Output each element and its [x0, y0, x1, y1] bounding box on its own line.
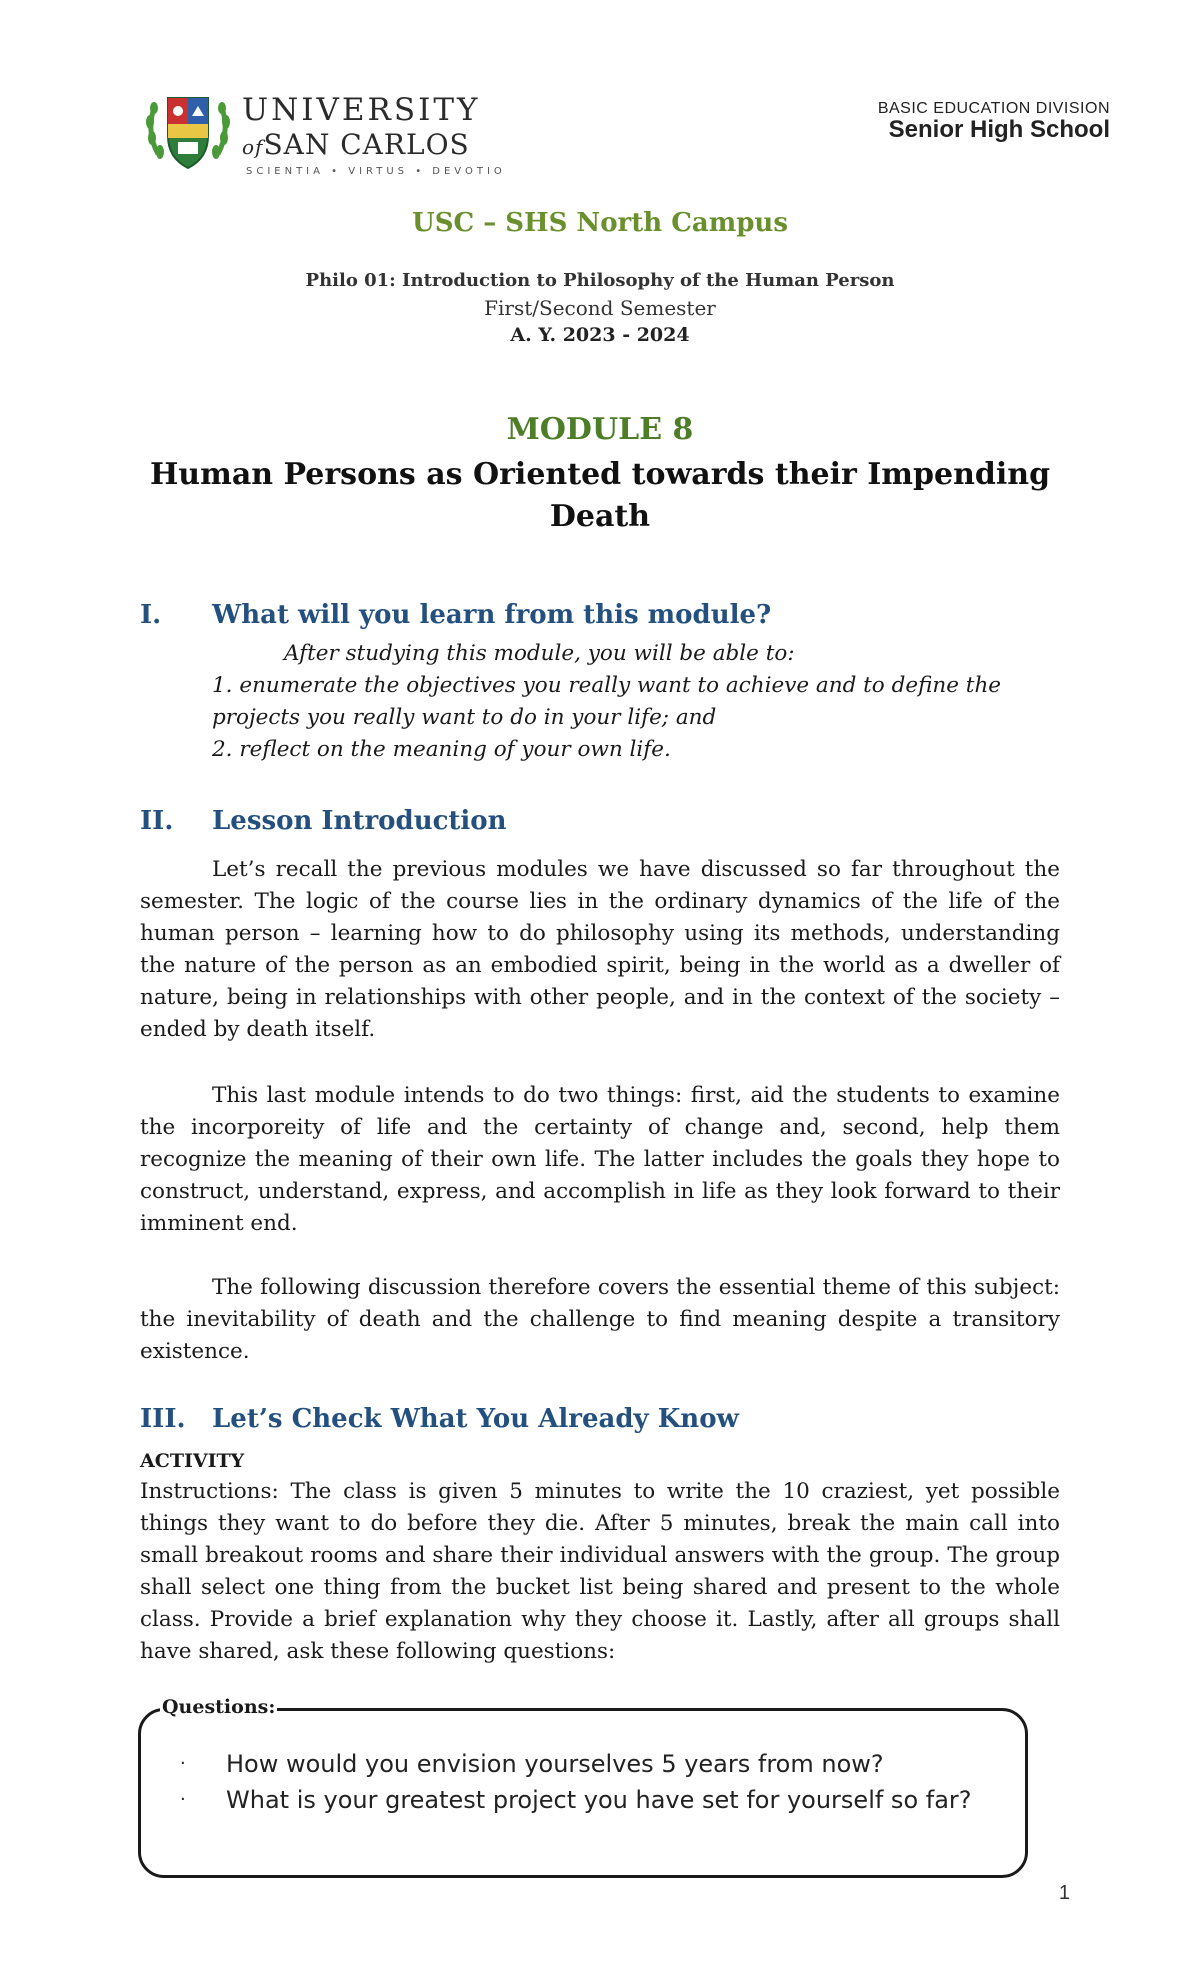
logo-university-text: UNIVERSITY — [242, 92, 481, 128]
section-heading-introduction — [140, 806, 507, 836]
section-number: II. — [140, 806, 174, 836]
objective-item: 1. enumerate the objectives you really want to achieve and to define the projects you really want to do in your life; and — [212, 673, 1002, 730]
section-heading-check — [140, 1404, 739, 1434]
intro-paragraph-1: Let’s recall the previous modules we have discussed so far throughout the semester. The logic of the course lies in the ordinary dynamics of the life of the human person – learning how to do philosophy using its methods, understanding the nature of the person as an embodied spirit, being in the world as a dweller of nature, being in relationships with other people, and in the context of the society – ended by death itself. — [140, 857, 1060, 1042]
section-title: What will you learn from this module? — [212, 600, 772, 630]
academic-year: A. Y. 2023 - 2024 — [510, 324, 690, 346]
university-seal-icon — [140, 84, 236, 180]
semester-label: First/Second Semester — [484, 296, 716, 320]
section-title: Lesson Introduction — [212, 806, 507, 836]
intro-paragraph-2: This last module intends to do two things: first, aid the students to examine the incorporeity of life and the certainty of change and, second, help them recognize the meaning of their own life. The latter includes the goals they hope to construct, understand, express, and accomplish in life as they look forward to their imminent end. — [140, 1083, 1060, 1236]
bullet-icon: · — [180, 1753, 186, 1774]
question-text: How would you envision yourselves 5 years from now? — [226, 1750, 884, 1778]
campus-title: USC – SHS North Campus — [412, 208, 788, 238]
division-line1: BASIC EDUCATION DIVISION — [877, 100, 1110, 117]
bullet-icon: · — [180, 1789, 186, 1810]
question-item — [180, 1784, 980, 1816]
logo-motto: SCIENTIA • VIRTUS • DEVOTIO — [246, 166, 506, 177]
section-number: I. — [140, 600, 162, 630]
activity-instructions: Instructions: The class is given 5 minutes to write the 10 craziest, yet possible things they want to do before they die. After 5 minutes, break the main call into small breakout rooms and share their individual answers with the group. The group shall select one thing from the bucket list being shared and present to the whole class. Provide a brief explanation why they choose it. Lastly, after all groups shall have shared, ask these following questions: — [140, 1479, 1060, 1664]
division-line2: Senior High School — [888, 116, 1110, 143]
section-number: III. — [140, 1404, 186, 1434]
intro-paragraph-3: The following discussion therefore covers the essential theme of this subject: the inevitability of death and the challenge to find meaning despite a transitory existence. — [140, 1275, 1060, 1364]
module-title-line2: Death — [549, 499, 651, 534]
module-title — [0, 454, 1200, 538]
logo-san-carlos-text — [242, 128, 470, 161]
module-title-line1: Human Persons as Oriented towards their Impending — [149, 457, 1051, 492]
page-number: 1 — [1058, 1882, 1070, 1904]
section-title: Let’s Check What You Already Know — [212, 1404, 739, 1434]
activity-label: ACTIVITY — [140, 1450, 245, 1472]
module-number: MODULE 8 — [506, 412, 694, 447]
objective-item: 2. reflect on the meaning of your own life. — [212, 737, 671, 762]
objectives-intro: After studying this module, you will be able to: — [284, 641, 795, 666]
section-heading-objectives — [140, 600, 771, 630]
question-item — [180, 1748, 980, 1780]
questions-label: Questions: — [162, 1696, 276, 1718]
university-logo — [140, 84, 506, 177]
logo-san-carlos-label: SAN CARLOS — [263, 128, 470, 161]
objectives-list — [212, 638, 1072, 766]
logo-of-text: of — [242, 135, 264, 159]
division-label — [878, 100, 1110, 144]
question-text: What is your greatest project you have set for yourself so far? — [226, 1786, 972, 1814]
course-title: Philo 01: Introduction to Philosophy of the Human Person — [305, 270, 895, 291]
